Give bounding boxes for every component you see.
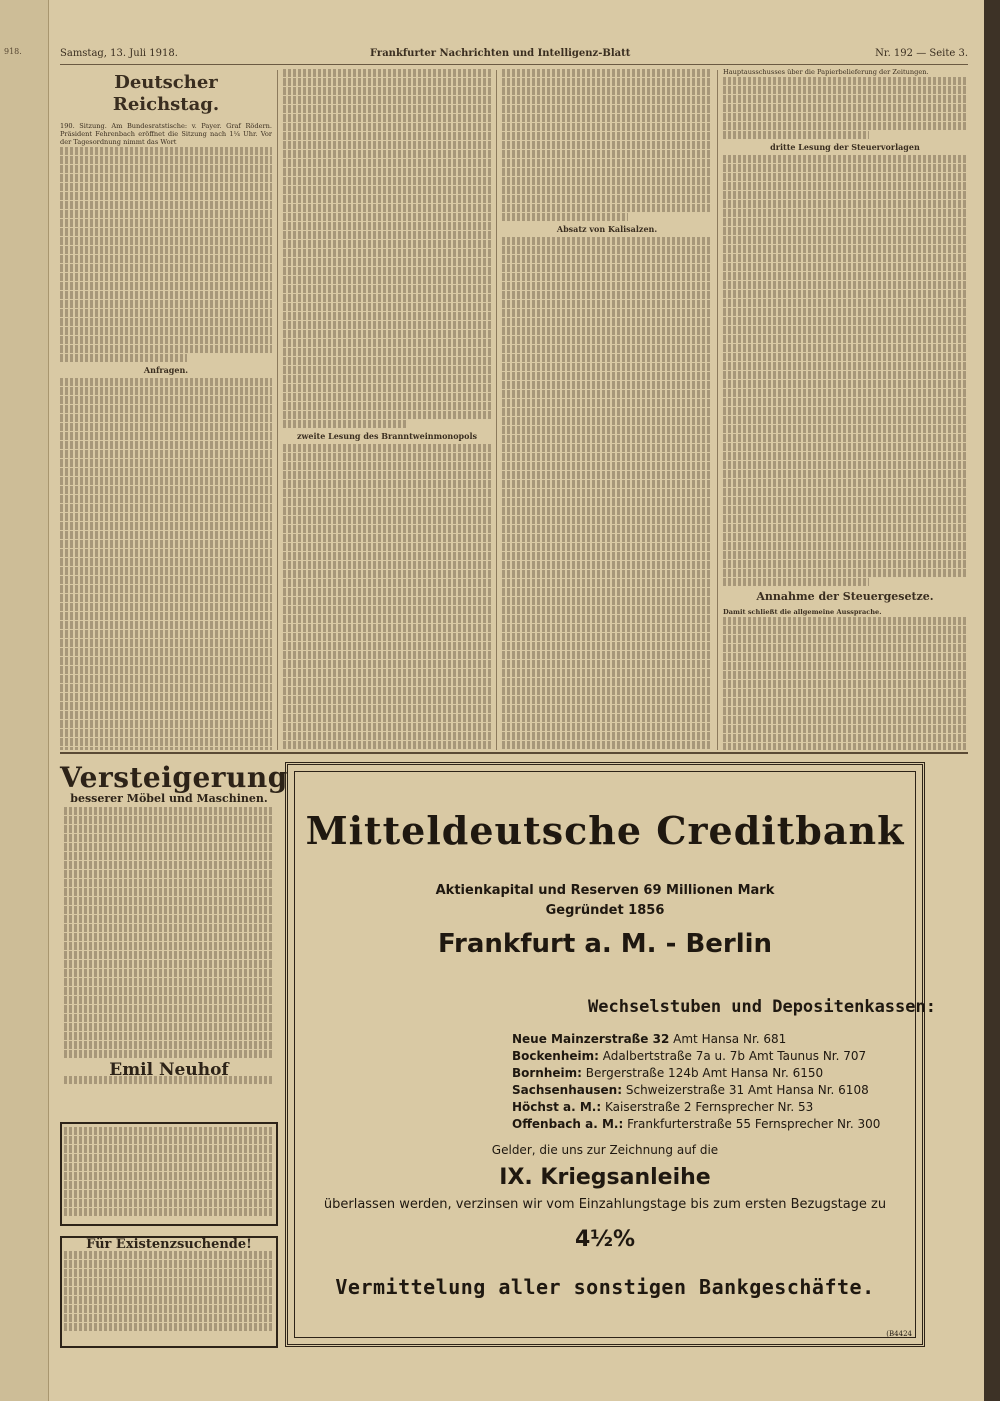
paragraph: Hauptausschusses über die Papierbelieferung der Zeitungen. (723, 68, 929, 76)
offices-title: Wechselstuben und Depositenkassen: (588, 997, 936, 1017)
bank-advertisement (285, 762, 936, 1347)
branch-list (512, 1031, 880, 1133)
header-issue: Nr. 192 — Seite 3. (875, 48, 968, 59)
column-1 (60, 68, 272, 750)
header-date: Samstag, 13. Juli 1918. (60, 48, 178, 59)
section-heading: Anfragen. (143, 365, 189, 375)
bank-capital: Aktienkapital und Reserven 69 Millionen Mark (435, 883, 775, 898)
loan-terms: überlassen werden, verzinsen wir vom Einzahlungstage bis zum ersten Bezugstage zu (323, 1197, 887, 1212)
loan-intro: Gelder, die uns zur Zeichnung auf die (491, 1143, 719, 1157)
column-rule (496, 70, 497, 750)
adjacent-page-edge (0, 0, 49, 1401)
header-paper-title: Frankfurter Nachrichten und Intelligenz-Blatt (370, 48, 631, 59)
section-heading: Absatz von Kalisalzen. (556, 224, 658, 234)
interest-rate: 4½% (574, 1227, 636, 1252)
section-divider (60, 752, 968, 754)
auction-subtitle: besserer Möbel und Maschinen. (70, 792, 268, 805)
bank-cities: Frankfurt a. M. - Berlin (437, 929, 773, 959)
branch-item: Offenbach a. M.: Frankfurterstraße 55 Fernsprecher Nr. 300 (512, 1117, 881, 1131)
bank-founded: Gegründet 1856 (545, 903, 665, 918)
binding-edge (984, 0, 1000, 1401)
column-3 (502, 68, 712, 750)
bank-closing: Vermittelung aller sonstigen Bankgeschäfte. (335, 1275, 875, 1299)
branch-item: Sachsenhausen: Schweizerstraße 31 Amt Hansa Nr. 6108 (512, 1083, 869, 1097)
auction-advertisement (60, 760, 288, 1115)
section-heading: Annahme der Steuergesetze. (756, 590, 934, 603)
section-heading: zweite Lesung des Branntweinmonopols (296, 431, 478, 441)
column-rule (277, 70, 278, 750)
column-2 (283, 68, 491, 750)
branch-item: Höchst a. M.: Kaiserstraße 2 Fernsprecher Nr. 53 (512, 1100, 814, 1114)
column-4 (723, 68, 967, 750)
bank-name: Mitteldeutsche Creditbank (305, 808, 905, 853)
loan-name: IX. Kriegsanleihe (499, 1165, 711, 1190)
article-intro: 190. Sitzung. Am Bundesratstische: v. Payer. Graf Rödern. Präsident Fehrenbach eröffnet die Sitzung nach 1¼ Uhr. Vor der Tagesordnung nimmt das Wort (60, 122, 272, 146)
column-rule (717, 70, 718, 750)
auctioneer-name: Emil Neuhof (109, 1060, 229, 1080)
branch-item: Bockenheim: Adalbertstraße 7a u. 7b Amt Taunus Nr. 707 (512, 1049, 867, 1063)
edge-year: 918. (4, 47, 22, 56)
page-header (60, 44, 968, 65)
branch-item: Bornheim: Bergerstraße 124b Amt Hansa Nr. 6150 (512, 1066, 824, 1080)
branch-item: Neue Mainzerstraße 32 Amt Hansa Nr. 681 (512, 1032, 787, 1046)
ad-code: (B4424 (886, 1330, 912, 1338)
job-advertisement (60, 1236, 278, 1348)
auction-title: Versteigerung (60, 761, 288, 794)
article-title: Deutscher Reichstag. (112, 72, 220, 115)
paragraph: Damit schließt die allgemeine Aussprache. (723, 608, 882, 616)
small-advertisement (60, 1122, 278, 1226)
section-heading: dritte Lesung der Steuervorlagen (770, 142, 920, 152)
job-ad-title: Für Existenzsuchende! (86, 1237, 252, 1252)
